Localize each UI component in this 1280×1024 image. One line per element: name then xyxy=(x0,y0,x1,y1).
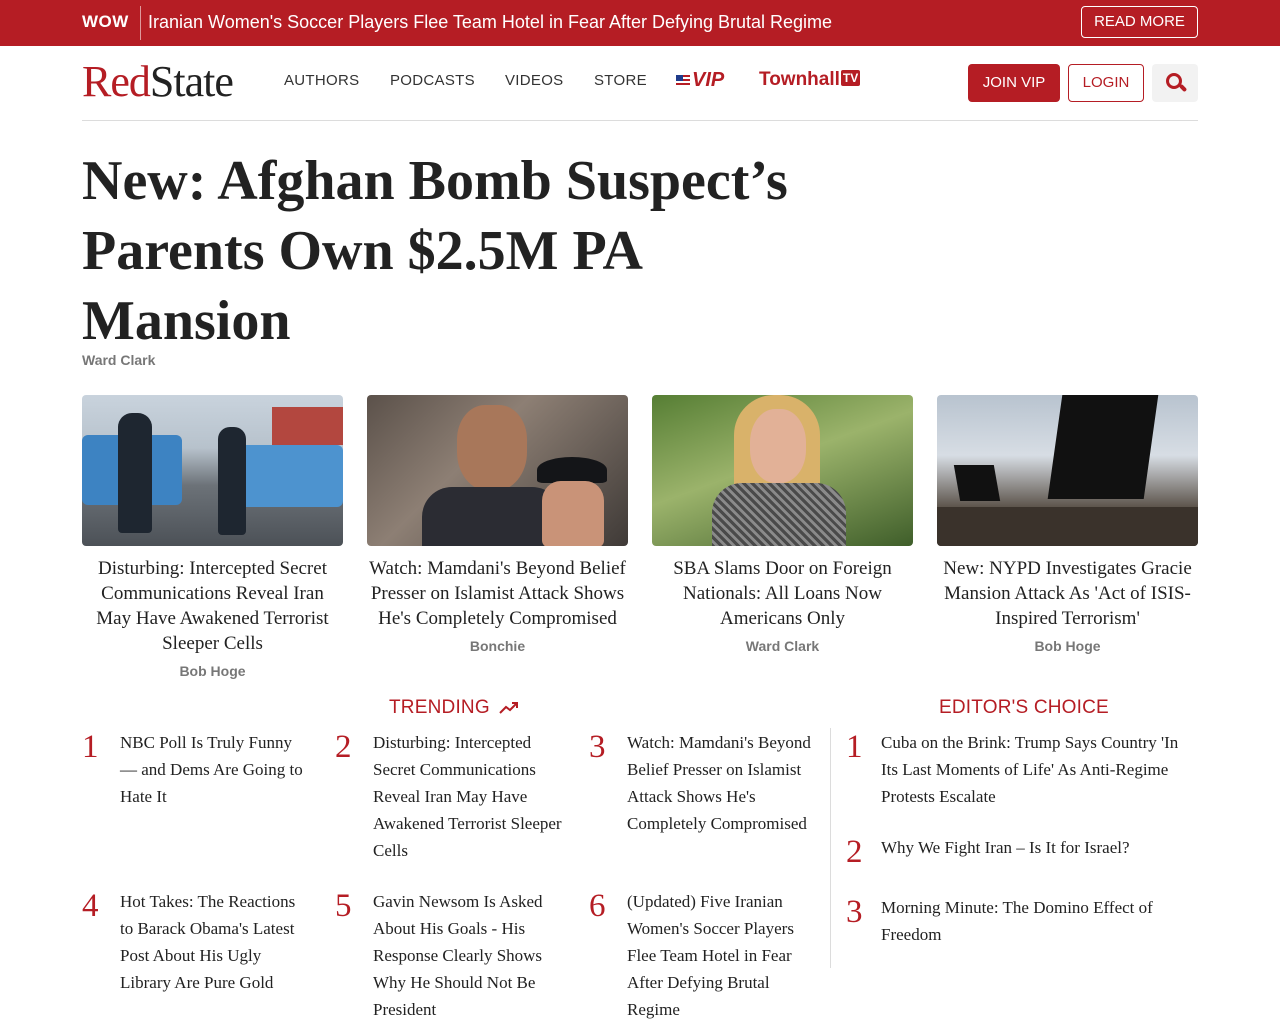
tv-badge: TV xyxy=(842,71,859,85)
townhall-label: Townhall xyxy=(759,69,840,90)
story-image-sba[interactable] xyxy=(652,395,913,546)
site-logo[interactable] xyxy=(82,58,233,106)
search-button[interactable] xyxy=(1152,64,1198,102)
story-card xyxy=(82,395,343,679)
trending-rank: 6 xyxy=(589,888,606,924)
lead-headline[interactable]: New: Afghan Bomb Suspect’s Parents Own $2.5M PA Mansion xyxy=(82,150,788,352)
nav-store[interactable]: STORE xyxy=(594,72,647,89)
trending-link[interactable]: Watch: Mamdani's Beyond Belief Presser on Islamist Attack Shows He's Completely Compromised xyxy=(627,733,811,833)
trending-link[interactable]: Disturbing: Intercepted Secret Communications Reveal Iran May Have Awakened Terrorist Sleeper Cells xyxy=(373,733,562,860)
cap-shape xyxy=(537,457,607,483)
alert-tag: WOW xyxy=(82,12,129,31)
jacket-shape xyxy=(712,483,846,546)
trending-label: TRENDING xyxy=(389,697,490,718)
story-card xyxy=(367,395,628,654)
black-flag-shape xyxy=(954,465,1000,501)
join-vip-button[interactable]: JOIN VIP xyxy=(968,64,1060,102)
trending-link[interactable]: (Updated) Five Iranian Women's Soccer Players Flee Team Hotel in Fear After Defying Brutal Regime xyxy=(627,892,794,1019)
read-more-button[interactable]: READ MORE xyxy=(1081,6,1198,38)
story-card xyxy=(652,395,913,654)
column-divider xyxy=(830,728,831,968)
alert-headline-link[interactable]: Iranian Women's Soccer Players Flee Team Hotel in Fear After Defying Brutal Regime xyxy=(148,12,833,32)
trending-rank: 3 xyxy=(589,729,606,765)
trending-link[interactable]: NBC Poll Is Truly Funny — and Dems Are Going to Hate It xyxy=(120,733,303,806)
trending-rank: 2 xyxy=(335,729,352,765)
story-card xyxy=(937,395,1198,654)
top-alert-bar xyxy=(0,0,1280,46)
officer-face-shape xyxy=(542,481,604,546)
editors-choice-heading: EDITOR'S CHOICE xyxy=(939,697,1109,718)
editors-choice-rank: 2 xyxy=(846,834,863,870)
crowd-shape xyxy=(937,507,1198,546)
story-author[interactable]: Bob Hoge xyxy=(179,663,246,679)
login-button[interactable]: LOGIN xyxy=(1068,64,1144,102)
story-title[interactable]: Watch: Mamdani's Beyond Belief Presser on Islamist Attack Shows He's Completely Compromised xyxy=(369,558,626,629)
editors-choice-link[interactable]: Cuba on the Brink: Trump Says Country 'In Its Last Moments of Life' As Anti-Regime Protests Escalate xyxy=(881,733,1179,806)
story-author[interactable]: Bonchie xyxy=(469,638,526,654)
header-divider xyxy=(82,120,1198,121)
story-image-crowd-flags[interactable] xyxy=(937,395,1198,546)
officer-shape xyxy=(218,427,246,535)
logo-text-red: Red xyxy=(82,57,150,106)
editors-choice-link[interactable]: Why We Fight Iran – Is It for Israel? xyxy=(881,838,1130,857)
trending-up-icon xyxy=(499,701,519,715)
story-title[interactable]: SBA Slams Door on Foreign Nationals: All Loans Now Americans Only xyxy=(673,558,892,629)
trending-link[interactable]: Gavin Newsom Is Asked About His Goals - His Response Clearly Shows Why He Should Not Be President xyxy=(373,892,543,1019)
trending-rank: 4 xyxy=(82,888,99,924)
suit-shape xyxy=(422,487,562,546)
story-author[interactable]: Bob Hoge xyxy=(1034,638,1101,654)
house-shape xyxy=(272,407,343,445)
nav-townhall-tv-link[interactable] xyxy=(759,69,860,91)
editors-choice-rank: 1 xyxy=(846,729,863,765)
black-flag-shape xyxy=(1048,395,1159,499)
story-author[interactable]: Ward Clark xyxy=(745,638,820,654)
face-shape xyxy=(750,409,806,483)
nav-vip-label: VIP xyxy=(692,69,725,91)
nav-vip-link[interactable] xyxy=(676,69,724,92)
us-flag-icon xyxy=(676,75,690,87)
trending-link[interactable]: Hot Takes: The Reactions to Barack Obama's Latest Post About His Ugly Library Are Pure Gold xyxy=(120,892,296,992)
trending-rank: 5 xyxy=(335,888,352,924)
nav-podcasts[interactable]: PODCASTS xyxy=(390,72,475,89)
editors-choice-link[interactable]: Morning Minute: The Domino Effect of Freedom xyxy=(881,898,1153,944)
editors-choice-rank: 3 xyxy=(846,894,863,930)
face-shape xyxy=(457,405,527,491)
alert-divider xyxy=(140,6,141,40)
story-image-mamdani[interactable] xyxy=(367,395,628,546)
trending-rank: 1 xyxy=(82,729,99,765)
police-car-shape xyxy=(232,445,343,507)
story-title[interactable]: New: NYPD Investigates Gracie Mansion Attack As 'Act of ISIS-Inspired Terrorism' xyxy=(943,558,1192,629)
search-icon-handle xyxy=(1179,84,1187,92)
nav-videos[interactable]: VIDEOS xyxy=(505,72,564,89)
trending-heading xyxy=(389,697,519,719)
story-image-police[interactable] xyxy=(82,395,343,546)
lead-author[interactable]: Ward Clark xyxy=(82,352,156,368)
story-title[interactable]: Disturbing: Intercepted Secret Communications Reveal Iran May Have Awakened Terrorist Sleeper Cells xyxy=(96,558,329,654)
officer-shape xyxy=(118,413,152,533)
logo-text-dark: State xyxy=(149,57,233,106)
nav-authors[interactable]: AUTHORS xyxy=(284,72,360,89)
